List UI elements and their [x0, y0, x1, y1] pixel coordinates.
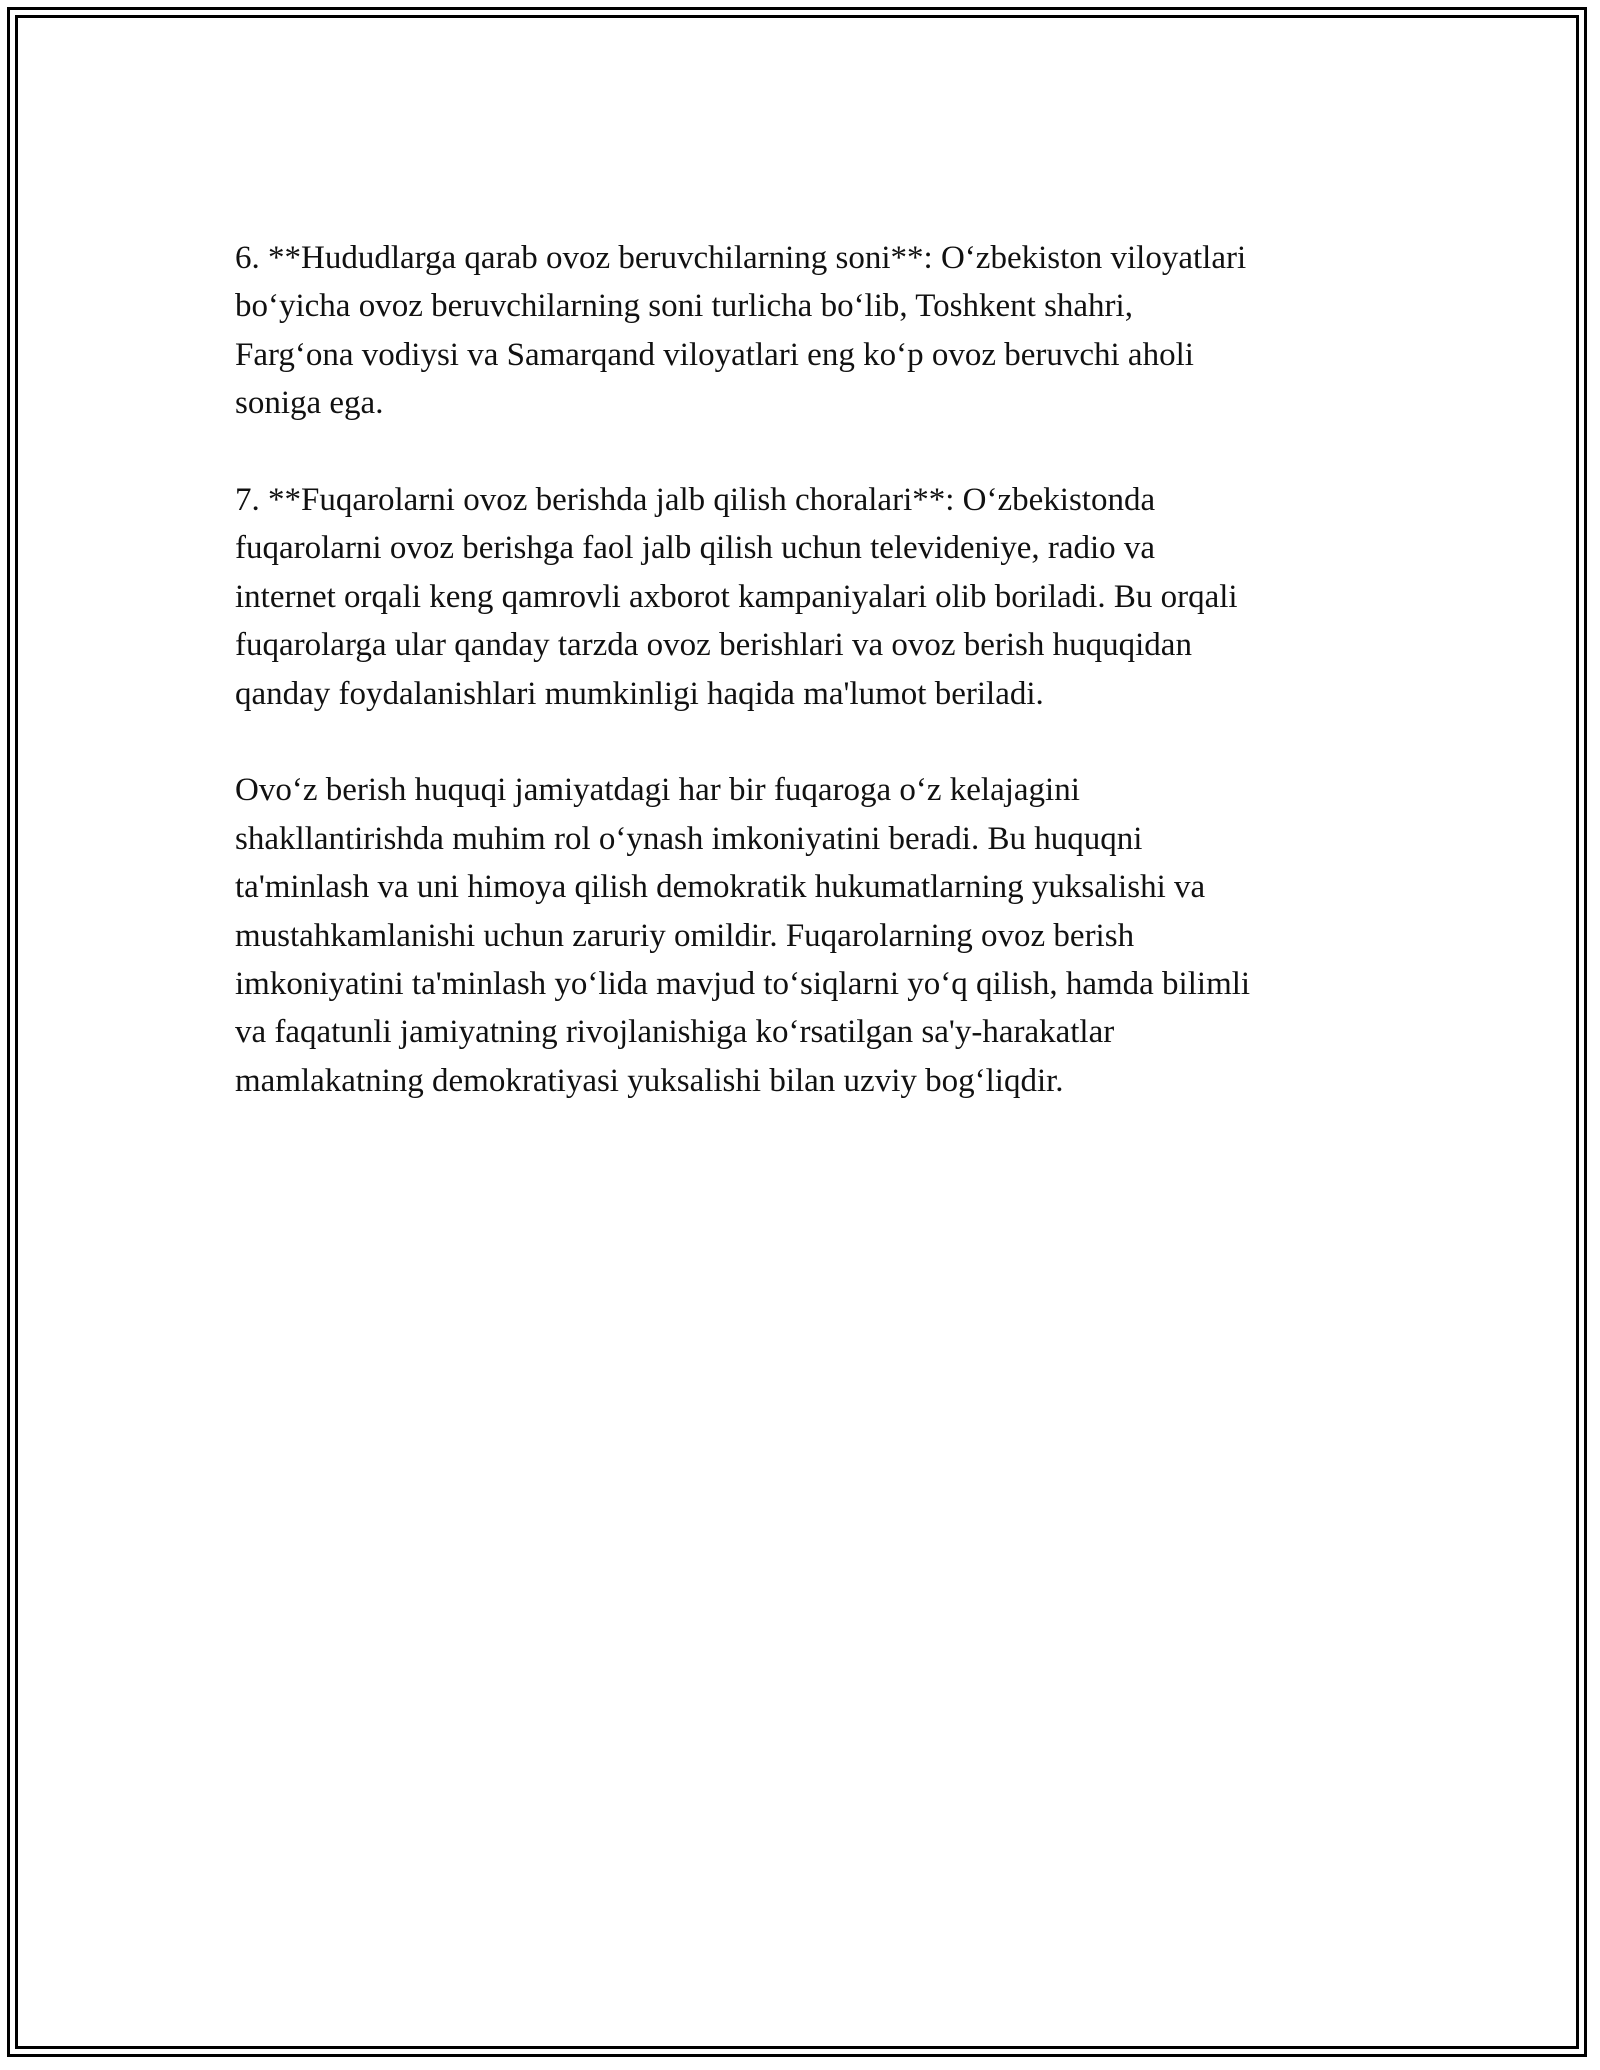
text-line: bo‘yicha ovoz beruvchilarning soni turlicha bo‘lib, Toshkent shahri, [235, 288, 1133, 325]
document-body [235, 234, 1375, 1105]
text-line: fuqarolarni ovoz berishga faol jalb qilish uchun televideniye, radio va [235, 530, 1156, 567]
text-line: Ovo‘z berish huquqi jamiyatdagi har bir fuqaroga o‘z kelajagini [235, 772, 1080, 809]
paragraph-conclusion [235, 766, 1375, 1105]
text-line: imkoniyatini ta'minlash yo‘lida mavjud to‘siqlarni yo‘q qilish, hamda bilimli [235, 966, 1251, 1003]
paragraph-citizen-engagement [235, 476, 1375, 718]
text-line: mustahkamlanishi uchun zaruriy omildir. Fuqarolarning ovoz berish [235, 917, 1135, 954]
text-line: fuqarolarga ular qanday tarzda ovoz berishlari va ovoz berish huquqidan [235, 627, 1192, 664]
text-line: ta'minlash va uni himoya qilish demokratik hukumatlarning yuksalishi va [235, 869, 1206, 906]
text-line: Farg‘ona vodiysi va Samarqand viloyatlari eng ko‘p ovoz beruvchi aholi [235, 336, 1194, 373]
paragraph-regional-voters [235, 234, 1375, 428]
text-line: shakllantirishda muhim rol o‘ynash imkoniyatini beradi. Bu huquqni [235, 820, 1143, 857]
text-line: mamlakatning demokratiyasi yuksalishi bilan uzviy bog‘liqdir. [235, 1062, 1064, 1099]
text-line: 7. **Fuqarolarni ovoz berishda jalb qilish choralari**: O‘zbekistonda [235, 482, 1156, 519]
text-line: soniga ega. [235, 385, 384, 422]
text-line: 6. **Hududlarga qarab ovoz beruvchilarning soni**: O‘zbekiston viloyatlari [235, 240, 1247, 276]
text-line: qanday foydalanishlari mumkinligi haqida ma'lumot beriladi. [235, 675, 1044, 712]
text-line: va faqatunli jamiyatning rivojlanishiga ko‘rsatilgan sa'y-harakatlar [235, 1014, 1115, 1051]
text-line: internet orqali keng qamrovli axborot kampaniyalari olib boriladi. Bu orqali [235, 578, 1238, 615]
